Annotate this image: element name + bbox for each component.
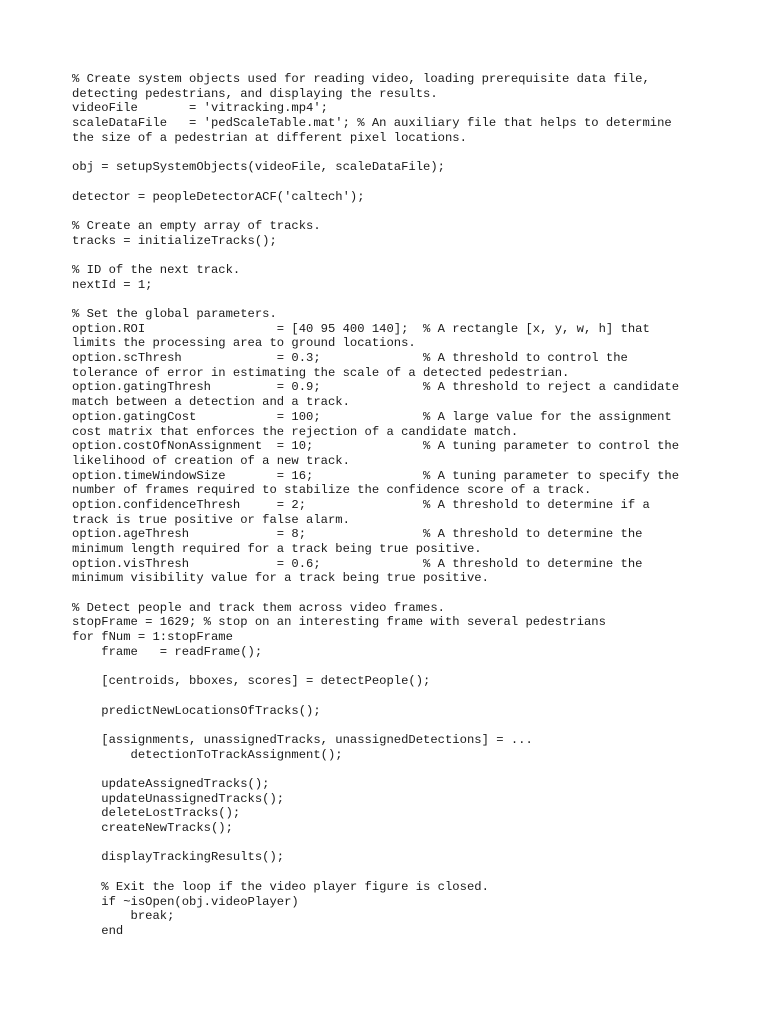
code-line: cost matrix that enforces the rejection of a candidate match. xyxy=(72,424,519,439)
code-line: [assignments, unassignedTracks, unassignedDetections] = ... xyxy=(72,732,533,747)
code-line: option.scThresh = 0.3; % A threshold to control the xyxy=(72,351,628,366)
code-line xyxy=(72,689,722,704)
code-line: frame = readFrame(); xyxy=(72,644,263,659)
code-line: detecting pedestrians, and displaying the results. xyxy=(72,86,438,101)
code-line: option.timeWindowSize = 16; % A tuning parameter to specify the xyxy=(72,468,680,483)
code-line: deleteLostTracks(); xyxy=(72,806,241,821)
code-listing xyxy=(72,72,722,939)
code-line: the size of a pedestrian at different pixel locations. xyxy=(72,130,467,145)
code-line xyxy=(72,292,722,307)
code-line: % Exit the loop if the video player figure is closed. xyxy=(72,879,489,894)
code-line: tolerance of error in estimating the scale of a detected pedestrian. xyxy=(72,365,570,380)
code-line: minimum visibility value for a track being true positive. xyxy=(72,571,489,586)
code-line: likelihood of creation of a new track. xyxy=(72,453,350,468)
code-line: match between a detection and a track. xyxy=(72,395,350,410)
code-line: minimum length required for a track being true positive. xyxy=(72,542,482,556)
code-line xyxy=(72,145,722,160)
code-line: option.gatingThresh = 0.9; % A threshold to reject a candidate xyxy=(72,380,680,395)
code-line: updateAssignedTracks(); xyxy=(72,777,270,791)
code-line: % Create an empty array of tracks. xyxy=(72,218,321,233)
code-line: option.ROI = [40 95 400 140]; % A rectangle [x, y, w, h] that xyxy=(72,321,650,336)
code-line xyxy=(72,660,722,675)
code-line: option.visThresh = 0.6; % A threshold to determine the xyxy=(72,556,643,571)
code-line: stopFrame = 1629; % stop on an interesting frame with several pedestrians xyxy=(72,615,606,630)
code-line xyxy=(72,865,722,880)
code-line: end xyxy=(72,923,124,938)
code-line: if ~isOpen(obj.videoPlayer) xyxy=(72,894,299,909)
code-line: option.confidenceThresh = 2; % A threshold to determine if a xyxy=(72,497,650,512)
code-line: % ID of the next track. xyxy=(72,262,241,277)
code-line: createNewTracks(); xyxy=(72,821,233,836)
code-line: option.gatingCost = 100; % A large value for the assignment xyxy=(72,409,672,424)
code-line xyxy=(72,586,722,601)
code-line: number of frames required to stabilize the confidence score of a track. xyxy=(72,483,592,498)
code-line: break; xyxy=(72,909,175,924)
code-line: detector = peopleDetectorACF('caltech'); xyxy=(72,189,365,204)
code-line: predictNewLocationsOfTracks(); xyxy=(72,703,321,718)
code-line: displayTrackingResults(); xyxy=(72,850,285,865)
code-line xyxy=(72,718,722,733)
code-line: track is true positive or false alarm. xyxy=(72,512,350,527)
code-line: % Detect people and track them across video frames. xyxy=(72,600,445,615)
code-line: obj = setupSystemObjects(videoFile, scaleDataFile); xyxy=(72,160,445,175)
code-line: % Create system objects used for reading video, loading prerequisite data file, xyxy=(72,72,650,86)
code-line xyxy=(72,175,722,190)
code-line: option.costOfNonAssignment = 10; % A tuning parameter to control the xyxy=(72,439,680,454)
code-line: updateUnassignedTracks(); xyxy=(72,791,285,806)
code-line: detectionToTrackAssignment(); xyxy=(72,747,343,762)
code-line: limits the processing area to ground locations. xyxy=(72,336,416,351)
code-line: [centroids, bboxes, scores] = detectPeople(); xyxy=(72,674,431,689)
code-line xyxy=(72,248,722,263)
code-line: scaleDataFile = 'pedScaleTable.mat'; % An auxiliary file that helps to determine xyxy=(72,116,672,131)
code-line: nextId = 1; xyxy=(72,277,153,292)
code-line: % Set the global parameters. xyxy=(72,307,277,321)
code-line xyxy=(72,204,722,219)
code-line: for fNum = 1:stopFrame xyxy=(72,630,233,645)
code-line: option.ageThresh = 8; % A threshold to determine the xyxy=(72,527,643,542)
code-line xyxy=(72,836,722,851)
code-line: tracks = initializeTracks(); xyxy=(72,233,277,248)
code-line: videoFile = 'vitracking.mp4'; xyxy=(72,101,328,116)
code-line xyxy=(72,762,722,777)
